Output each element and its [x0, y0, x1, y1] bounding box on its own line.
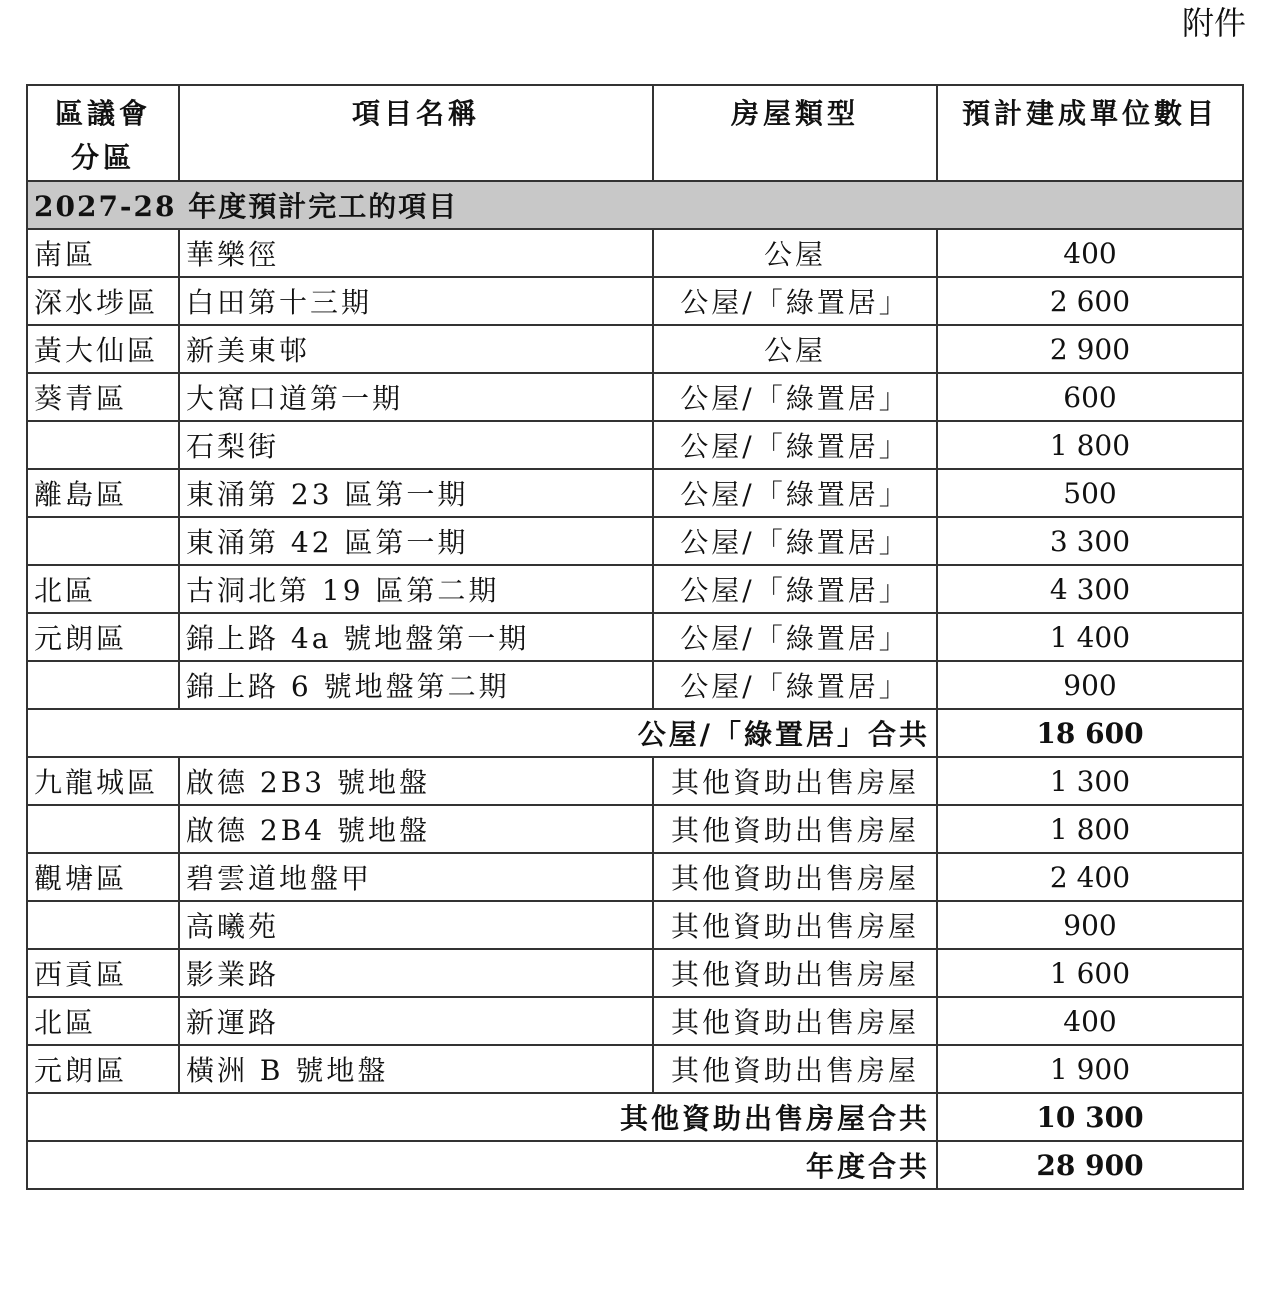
project-cell: 古洞北第 19 區第二期 [179, 565, 653, 613]
table-row [27, 997, 1243, 1045]
project-cell: 新美東邨 [179, 325, 653, 373]
project-cell: 錦上路 4a 號地盤第一期 [179, 613, 653, 661]
table-row [27, 229, 1243, 277]
type-cell: 其他資助出售房屋 [653, 949, 937, 997]
grand-total-label: 年度合共 [27, 1141, 937, 1189]
units-cell: 1 600 [937, 949, 1243, 997]
type-cell: 其他資助出售房屋 [653, 805, 937, 853]
district-cell [27, 517, 179, 565]
type-cell: 公屋/「綠置居」 [653, 565, 937, 613]
table-row [27, 517, 1243, 565]
district-cell: 黃大仙區 [27, 325, 179, 373]
units-cell: 1 900 [937, 1045, 1243, 1093]
type-cell: 公屋/「綠置居」 [653, 517, 937, 565]
project-cell: 啟德 2B3 號地盤 [179, 757, 653, 805]
units-cell: 400 [937, 229, 1243, 277]
table-row [27, 661, 1243, 709]
table-row [27, 373, 1243, 421]
type-cell: 其他資助出售房屋 [653, 1045, 937, 1093]
units-cell: 2 600 [937, 277, 1243, 325]
subtotal-subsidised-sale-units: 10 300 [937, 1093, 1243, 1141]
section-row [27, 181, 1243, 229]
type-cell: 公屋/「綠置居」 [653, 613, 937, 661]
table-header-row [27, 85, 1243, 181]
units-cell: 1 400 [937, 613, 1243, 661]
subtotal-public-housing [27, 709, 1243, 757]
subtotal-subsidised-sale [27, 1093, 1243, 1141]
district-cell: 南區 [27, 229, 179, 277]
units-cell: 600 [937, 373, 1243, 421]
table-row [27, 613, 1243, 661]
table-row [27, 901, 1243, 949]
project-cell: 碧雲道地盤甲 [179, 853, 653, 901]
district-cell: 西貢區 [27, 949, 179, 997]
district-cell [27, 661, 179, 709]
project-cell: 影業路 [179, 949, 653, 997]
project-cell: 東涌第 42 區第一期 [179, 517, 653, 565]
district-cell: 深水埗區 [27, 277, 179, 325]
project-cell: 大窩口道第一期 [179, 373, 653, 421]
units-cell: 500 [937, 469, 1243, 517]
project-cell: 石梨街 [179, 421, 653, 469]
header-district-line2: 分區 [70, 141, 135, 174]
type-cell: 公屋/「綠置居」 [653, 469, 937, 517]
header-district-line1: 區議會 [54, 97, 151, 130]
units-cell: 900 [937, 661, 1243, 709]
table-row [27, 853, 1243, 901]
project-cell: 華樂徑 [179, 229, 653, 277]
table-row [27, 1045, 1243, 1093]
district-cell [27, 805, 179, 853]
units-cell: 900 [937, 901, 1243, 949]
section-title: 2027-28 年度預計完工的項目 [27, 181, 1243, 229]
table-row [27, 325, 1243, 373]
grand-total [27, 1141, 1243, 1189]
district-cell: 觀塘區 [27, 853, 179, 901]
project-cell: 高曦苑 [179, 901, 653, 949]
type-cell: 公屋/「綠置居」 [653, 277, 937, 325]
units-cell: 4 300 [937, 565, 1243, 613]
district-cell [27, 421, 179, 469]
project-cell: 白田第十三期 [179, 277, 653, 325]
district-cell: 北區 [27, 997, 179, 1045]
units-cell: 2 900 [937, 325, 1243, 373]
district-cell: 元朗區 [27, 613, 179, 661]
table-row [27, 757, 1243, 805]
type-cell: 公屋/「綠置居」 [653, 421, 937, 469]
grand-total-units: 28 900 [937, 1141, 1243, 1189]
header-units: 預計建成單位數目 [937, 85, 1243, 181]
table-row [27, 805, 1243, 853]
table-row [27, 565, 1243, 613]
project-cell: 東涌第 23 區第一期 [179, 469, 653, 517]
table-row [27, 469, 1243, 517]
type-cell: 公屋 [653, 229, 937, 277]
annex-label: 附件 [1181, 4, 1246, 42]
district-cell: 葵青區 [27, 373, 179, 421]
district-cell: 九龍城區 [27, 757, 179, 805]
header-project: 項目名稱 [179, 85, 653, 181]
subtotal-public-housing-units: 18 600 [937, 709, 1243, 757]
project-cell: 新運路 [179, 997, 653, 1045]
table-row [27, 949, 1243, 997]
type-cell: 其他資助出售房屋 [653, 757, 937, 805]
table-row [27, 421, 1243, 469]
units-cell: 2 400 [937, 853, 1243, 901]
district-cell: 離島區 [27, 469, 179, 517]
units-cell: 1 800 [937, 421, 1243, 469]
district-cell: 北區 [27, 565, 179, 613]
header-type: 房屋類型 [653, 85, 937, 181]
type-cell: 其他資助出售房屋 [653, 853, 937, 901]
units-cell: 3 300 [937, 517, 1243, 565]
subtotal-public-housing-label: 公屋/「綠置居」合共 [27, 709, 937, 757]
type-cell: 公屋/「綠置居」 [653, 661, 937, 709]
project-cell: 錦上路 6 號地盤第二期 [179, 661, 653, 709]
type-cell: 公屋 [653, 325, 937, 373]
type-cell: 公屋/「綠置居」 [653, 373, 937, 421]
type-cell: 其他資助出售房屋 [653, 901, 937, 949]
type-cell: 其他資助出售房屋 [653, 997, 937, 1045]
project-cell: 橫洲 B 號地盤 [179, 1045, 653, 1093]
header-district [27, 85, 179, 181]
district-cell [27, 901, 179, 949]
project-cell: 啟德 2B4 號地盤 [179, 805, 653, 853]
units-cell: 1 800 [937, 805, 1243, 853]
units-cell: 1 300 [937, 757, 1243, 805]
table-row [27, 277, 1243, 325]
units-cell: 400 [937, 997, 1243, 1045]
housing-projects-table [26, 84, 1244, 1190]
district-cell: 元朗區 [27, 1045, 179, 1093]
subtotal-subsidised-sale-label: 其他資助出售房屋合共 [27, 1093, 937, 1141]
